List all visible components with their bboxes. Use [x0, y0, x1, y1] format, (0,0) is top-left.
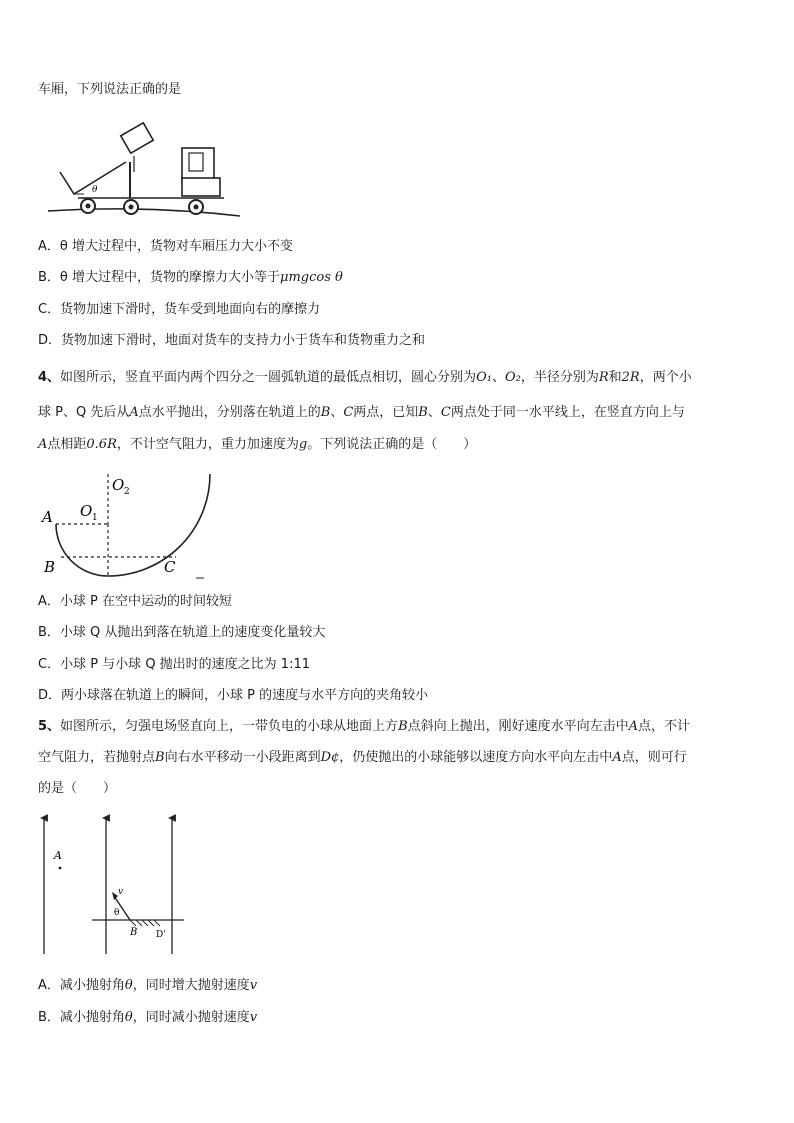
q4-stem-line-3	[38, 435, 476, 455]
q4-text: 两点，已知	[353, 405, 419, 420]
q5-text: 点，则可行	[621, 750, 687, 765]
q5-text: ，仍使抛出的小球能够以速度方向水平向左击中	[339, 750, 613, 765]
q4-fig-label-o1: O	[80, 502, 93, 520]
q5-option-b-text: B．减小抛射角	[38, 1010, 125, 1025]
q4-text: 和	[608, 370, 622, 385]
q4-fig-label-a: A	[42, 508, 53, 526]
q4-text: ，半径分别为	[520, 370, 599, 385]
q5-option-a-v: v	[249, 978, 258, 993]
q3-option-d: D．货物加速下滑时，地面对货车的支持力小于货车和货物重力之和	[38, 333, 426, 348]
q5-number: 5、	[38, 719, 61, 734]
q3-truck-figure	[44, 110, 244, 222]
q4-fig-label-b: B	[44, 558, 56, 576]
q4-text: 点水平抛出，分别落在轨道上的	[138, 405, 321, 420]
q4-text: 球 P、Q 先后从	[38, 405, 130, 420]
q4-arc-figure	[36, 466, 226, 582]
q4-option-a: A．小球 P 在空中运动的时间较短	[38, 594, 232, 609]
q4-b: B	[418, 405, 428, 420]
q5-b: B	[155, 750, 165, 765]
q4-text: 。下列说法正确的是（ ）	[307, 437, 477, 452]
q4-fig-label-o1-sub: 1	[92, 513, 98, 523]
q5-b: B	[398, 719, 408, 734]
q5-field-figure	[34, 812, 194, 960]
q5-option-a-theta: θ	[124, 978, 133, 993]
q4-o1: O₁	[476, 370, 492, 385]
q4-text: ，两个小	[639, 370, 692, 385]
q5-text: 空气阻力，若抛射点	[38, 750, 156, 765]
q4-o2: O₂	[504, 370, 521, 385]
q5-fig-label-d: D'	[156, 930, 166, 940]
q5-text: 点，不计	[638, 719, 691, 734]
q5-fig-label-v: v	[118, 887, 124, 897]
q5-option-b	[38, 1008, 257, 1028]
q5-option-a	[38, 976, 257, 996]
q5-text: 点斜向上抛出，刚好速度水平向左击中	[407, 719, 629, 734]
q4-sep: 、	[427, 405, 441, 420]
q4-a: A	[129, 405, 139, 420]
q4-option-b: B．小球 Q 从抛出到落在轨道上的速度变化量较大	[38, 625, 326, 640]
q5-a: A	[612, 750, 622, 765]
q5-option-a-text: A．减小抛射角	[38, 978, 125, 993]
q5-stem-line-1	[38, 717, 690, 737]
q4-sep: 、	[491, 370, 505, 385]
q4-number: 4、	[38, 370, 61, 385]
q5-fig-label-a: A	[54, 849, 62, 862]
q4-c: C	[440, 405, 451, 420]
q5-option-b-text: ，同时减小抛射速度	[132, 1010, 250, 1025]
q5-option-b-theta: θ	[124, 1010, 133, 1025]
q4-option-c: C．小球 P 与小球 Q 抛出时的速度之比为 1:11	[38, 657, 311, 672]
q4-fig-label-c: C	[164, 558, 176, 576]
q5-d: D¢	[320, 750, 340, 765]
q4-distance: 0.6R	[86, 437, 117, 452]
q3-intro: 车厢，下列说法正确的是	[38, 82, 182, 97]
q4-stem-line-1	[38, 368, 692, 388]
q4-b: B	[320, 405, 331, 420]
q5-text: 向右水平移动一小段距离到	[164, 750, 321, 765]
q3-fig-theta: θ	[92, 185, 98, 195]
q5-fig-label-b: B	[130, 927, 138, 938]
q5-fig-label-theta: θ	[114, 908, 120, 918]
q4-fig-label-o2-sub: 2	[124, 487, 130, 497]
q4-stem-line-2	[38, 403, 685, 423]
q5-stem-line-2	[38, 748, 687, 768]
q4-text: 两点处于同一水平线上，在竖直方向上与	[450, 405, 685, 420]
q4-text: 如图所示，竖直平面内两个四分之一圆弧轨道的最低点相切，圆心分别为	[60, 370, 477, 385]
q3-option-b	[38, 268, 343, 288]
q4-g: g	[298, 437, 308, 452]
q5-option-a-text: ，同时增大抛射速度	[132, 978, 250, 993]
q4-option-d: D．两小球落在轨道上的瞬间，小球 P 的速度与水平方向的夹角较小	[38, 688, 429, 703]
q4-r: R	[598, 370, 609, 385]
q3-option-c: C．货物加速下滑时，货车受到地面向右的摩擦力	[38, 302, 321, 317]
q4-a: A	[38, 437, 48, 452]
q5-a: A	[628, 719, 639, 734]
q4-text: 点相距	[47, 437, 87, 452]
q5-text: 如图所示，匀强电场竖直向上，一带负电的小球从地面上方	[60, 719, 399, 734]
q4-c: C	[343, 405, 354, 420]
q4-text: ，不计空气阻力，重力加速度为	[116, 437, 299, 452]
q5-stem-line-3: 的是（ ）	[38, 781, 117, 796]
q4-sep: 、	[330, 405, 344, 420]
q3-option-b-text: B．θ 增大过程中，货物的摩擦力大小等于	[38, 270, 281, 285]
q3-option-a: A．θ 增大过程中，货物对车厢压力大小不变	[38, 239, 293, 254]
q5-option-b-v: v	[249, 1010, 258, 1025]
q3-option-b-formula: μmgcos θ	[280, 270, 343, 285]
q4-fig-label-o2: O	[112, 476, 125, 494]
q4-2r: 2R	[621, 370, 640, 385]
